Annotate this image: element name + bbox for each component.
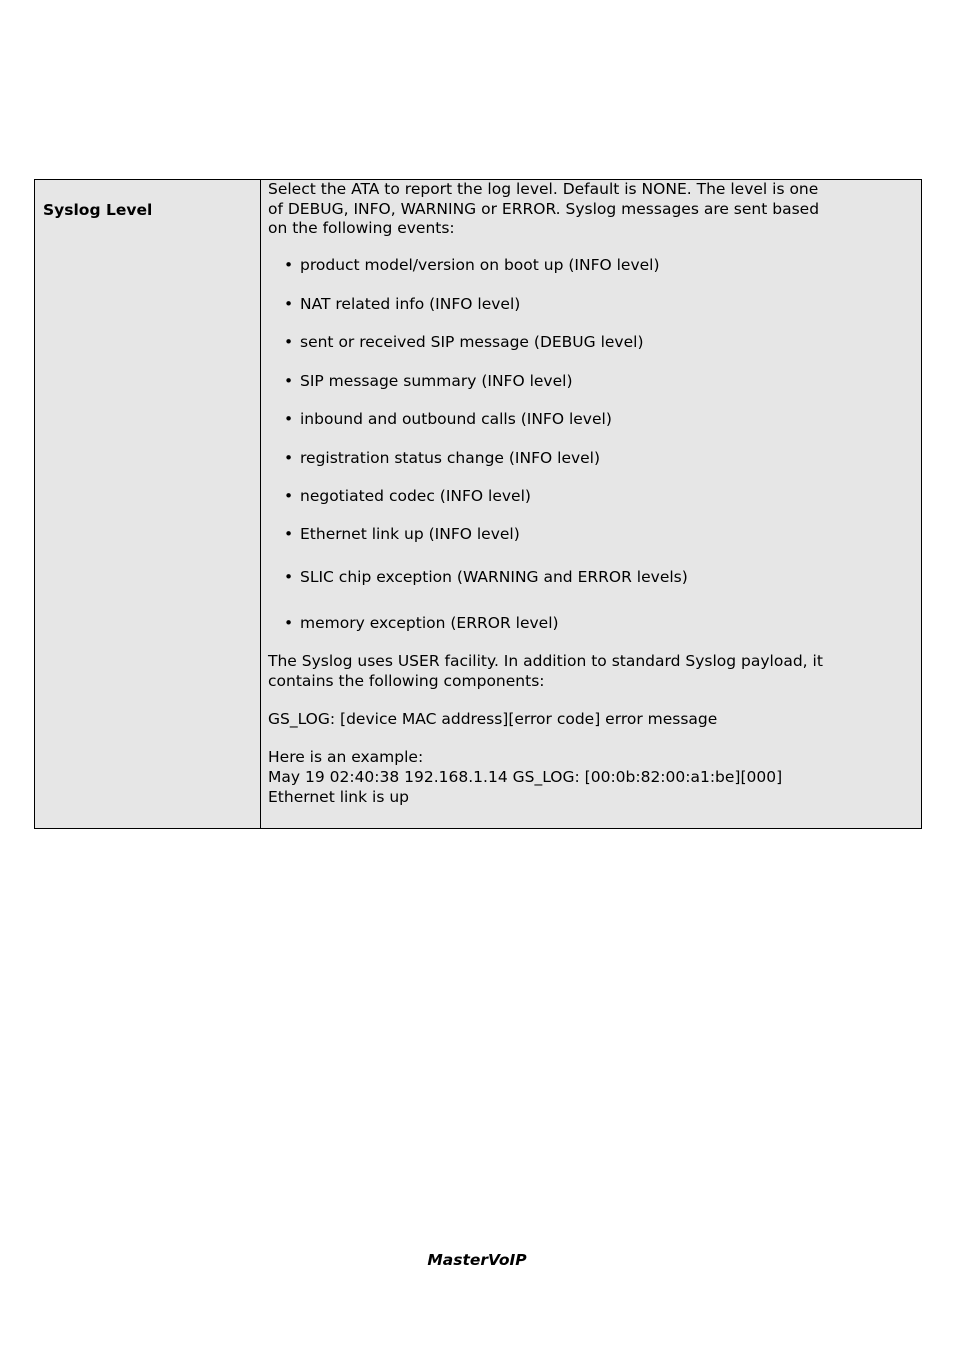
list-item: • SLIC chip exception (WARNING and ERROR levels) xyxy=(284,568,688,586)
list-item: • registration status change (INFO level) xyxy=(284,449,601,467)
bullet-icon: • xyxy=(284,372,294,390)
list-item: • NAT related info (INFO level) xyxy=(284,295,521,313)
description-intro: Select the ATA to report the log level. Default is NONE. The level is one of DEBUG, INFO, WARNING or ERROR. Syslog messages are sent based on the following events: xyxy=(268,180,820,237)
setting-description-cell xyxy=(268,180,921,828)
list-item: • SIP message summary (INFO level) xyxy=(284,372,573,390)
setting-label-cell xyxy=(35,180,261,828)
list-item: • negotiated codec (INFO level) xyxy=(284,487,531,505)
setting-label: Syslog Level xyxy=(43,201,153,219)
list-item: • memory exception (ERROR level) xyxy=(284,614,559,632)
list-item: • sent or received SIP message (DEBUG level) xyxy=(284,333,644,351)
bullet-icon: • xyxy=(284,614,294,632)
bullet-icon: • xyxy=(284,256,294,274)
page-footer: MasterVoIP xyxy=(427,1251,527,1269)
settings-table xyxy=(34,179,922,829)
bullet-icon: • xyxy=(284,568,294,586)
list-item: • product model/version on boot up (INFO level) xyxy=(284,256,660,274)
bullet-icon: • xyxy=(284,449,294,467)
list-item: • Ethernet link up (INFO level) xyxy=(284,525,520,543)
log-format: GS_LOG: [device MAC address][error code] error message xyxy=(268,710,718,728)
bullet-icon: • xyxy=(284,410,294,428)
bullet-icon: • xyxy=(284,525,294,543)
example-line: May 19 02:40:38 192.168.1.14 GS_LOG: [00:0b:82:00:a1:be][000] Ethernet link is up xyxy=(268,768,783,806)
bullet-icon: • xyxy=(284,295,294,313)
list-item: • inbound and outbound calls (INFO level) xyxy=(284,410,612,428)
bullet-icon: • xyxy=(284,333,294,351)
facility-paragraph: The Syslog uses USER facility. In addition to standard Syslog payload, it contains the following components: xyxy=(268,652,823,690)
example-intro: Here is an example: xyxy=(268,748,424,766)
bullet-icon: • xyxy=(284,487,294,505)
